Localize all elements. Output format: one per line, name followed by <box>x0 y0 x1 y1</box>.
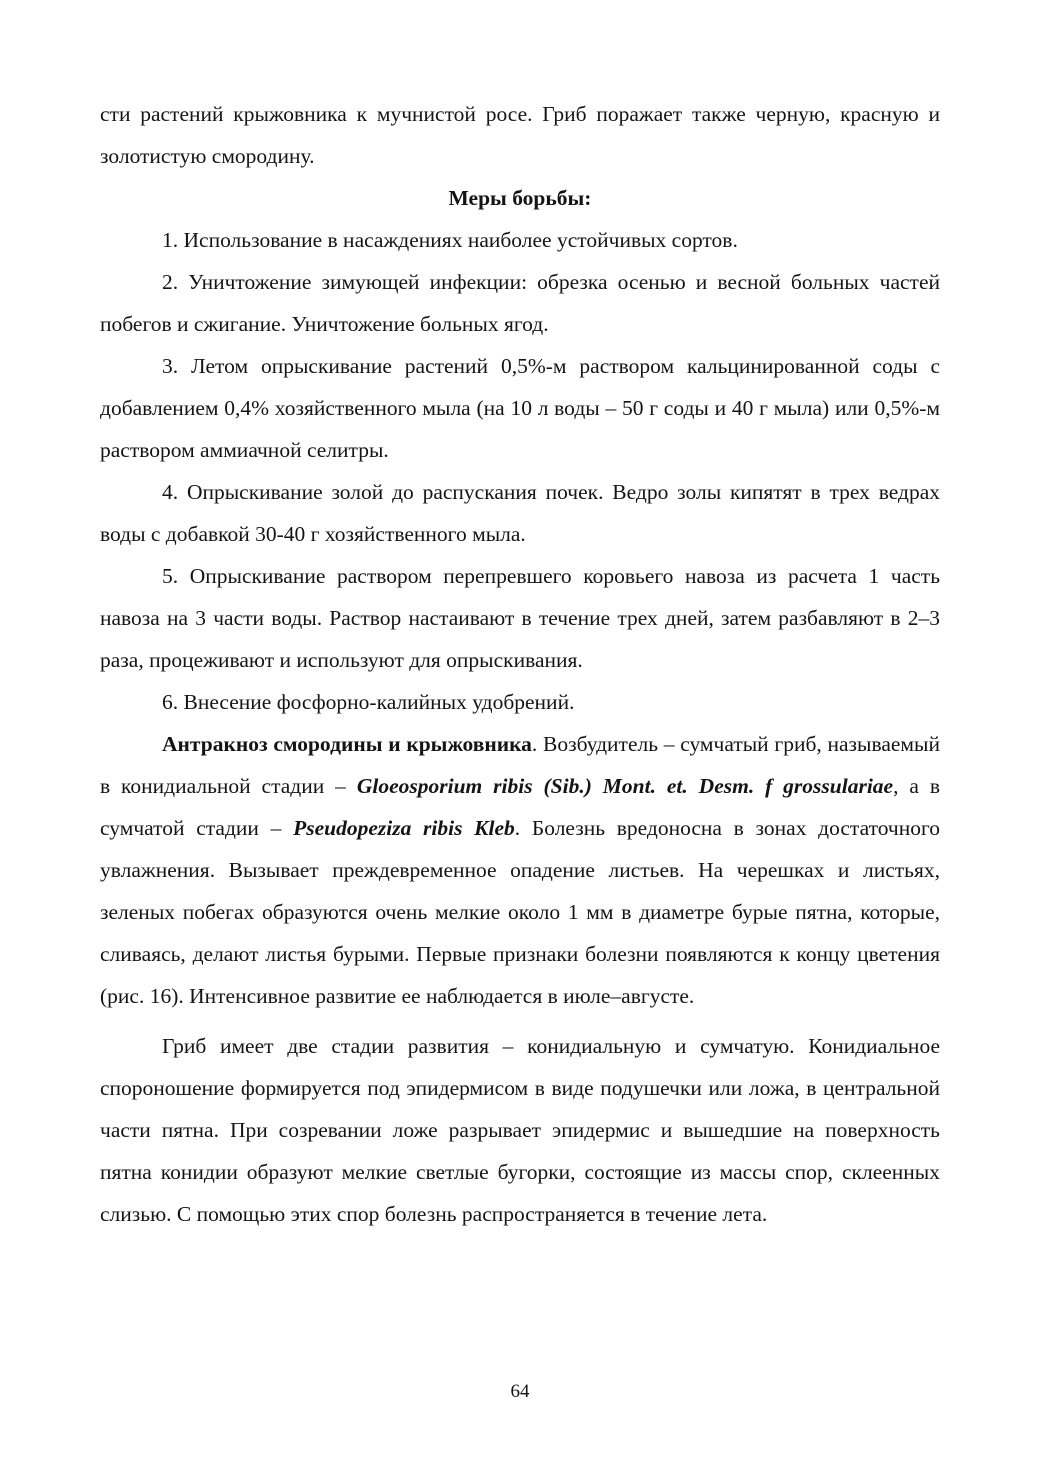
page-body <box>100 93 940 1235</box>
text-run: . Возбудитель – сумчатый гриб, называемый в конидиальной стадии – <box>100 732 940 798</box>
list-item-3: 3. Летом опрыскивание растений 0,5%-м раствором кальцинированной соды с добавлением 0,4% хозяйственного мыла (на 10 л воды – 50 г соды и 40 г мыла) или 0,5%-м раствором аммиачной селитры. <box>100 354 940 462</box>
list-item-5: 5. Опрыскивание раствором перепревшего коровьего навоза из расчета 1 часть навоза на 3 части воды. Раствор настаивают в течение трех дней, затем разбавляют в 2–3 раза, процеживают и используют для опрыскивания. <box>100 564 940 672</box>
paragraph-fungus: Гриб имеет две стадии развития – конидиальную и сумчатую. Конидиальное спороношение формируется под эпидермисом в виде подушечки или ложа, в центральной части пятна. При созревании ложе разрывает эпидермис и вышедшие на поверхность пятна конидии образуют мелкие светлые бугорки, состоящие из массы спор, склеенных слизью. С помощью этих спор болезнь распространяется в течение лета. <box>100 1034 940 1226</box>
text-run: . Болезнь вредоносна в зонах достаточного увлажнения. Вызывает преждевременное опадение листьев. На черешках и листьях, зеленых побегах образуются очень мелкие около 1 мм в диаметре бурые пятна, которые, сливаясь, делают листья бурыми. Первые признаки болезни появляются к концу цветения (рис. 16). Интенсивное развитие ее наблюдается в июле–августе. <box>100 816 940 1008</box>
text-run: , а в сумчатой стадии – <box>100 774 940 840</box>
paragraph-anthracnose <box>100 723 940 1017</box>
page-number: 64 <box>510 1381 530 1402</box>
list-item-4: 4. Опрыскивание золой до распускания почек. Ведро золы кипятят в трех ведрах воды с добавкой 30-40 г хозяйственного мыла. <box>100 480 940 546</box>
latin-name-conidial: Gloeosporium ribis (Sib.) Mont. et. Desm. f grossulariae <box>356 774 894 798</box>
disease-term: Антракноз смородины и крыжовника <box>162 732 532 756</box>
section-heading: Меры борьбы: <box>448 186 592 210</box>
paragraph-continuation: сти растений крыжовника к мучнистой росе. Гриб поражает также черную, красную и золотистую смородину. <box>100 102 940 168</box>
list-item-1: 1. Использование в насаждениях наиболее устойчивых сортов. <box>162 228 738 252</box>
list-item-6: 6. Внесение фосфорно-калийных удобрений. <box>162 690 575 714</box>
latin-name-ascal: Pseudopeziza ribis Kleb <box>293 816 515 840</box>
list-item-2: 2. Уничтожение зимующей инфекции: обрезка осенью и весной больных частей побегов и сжигание. Уничтожение больных ягод. <box>100 270 940 336</box>
